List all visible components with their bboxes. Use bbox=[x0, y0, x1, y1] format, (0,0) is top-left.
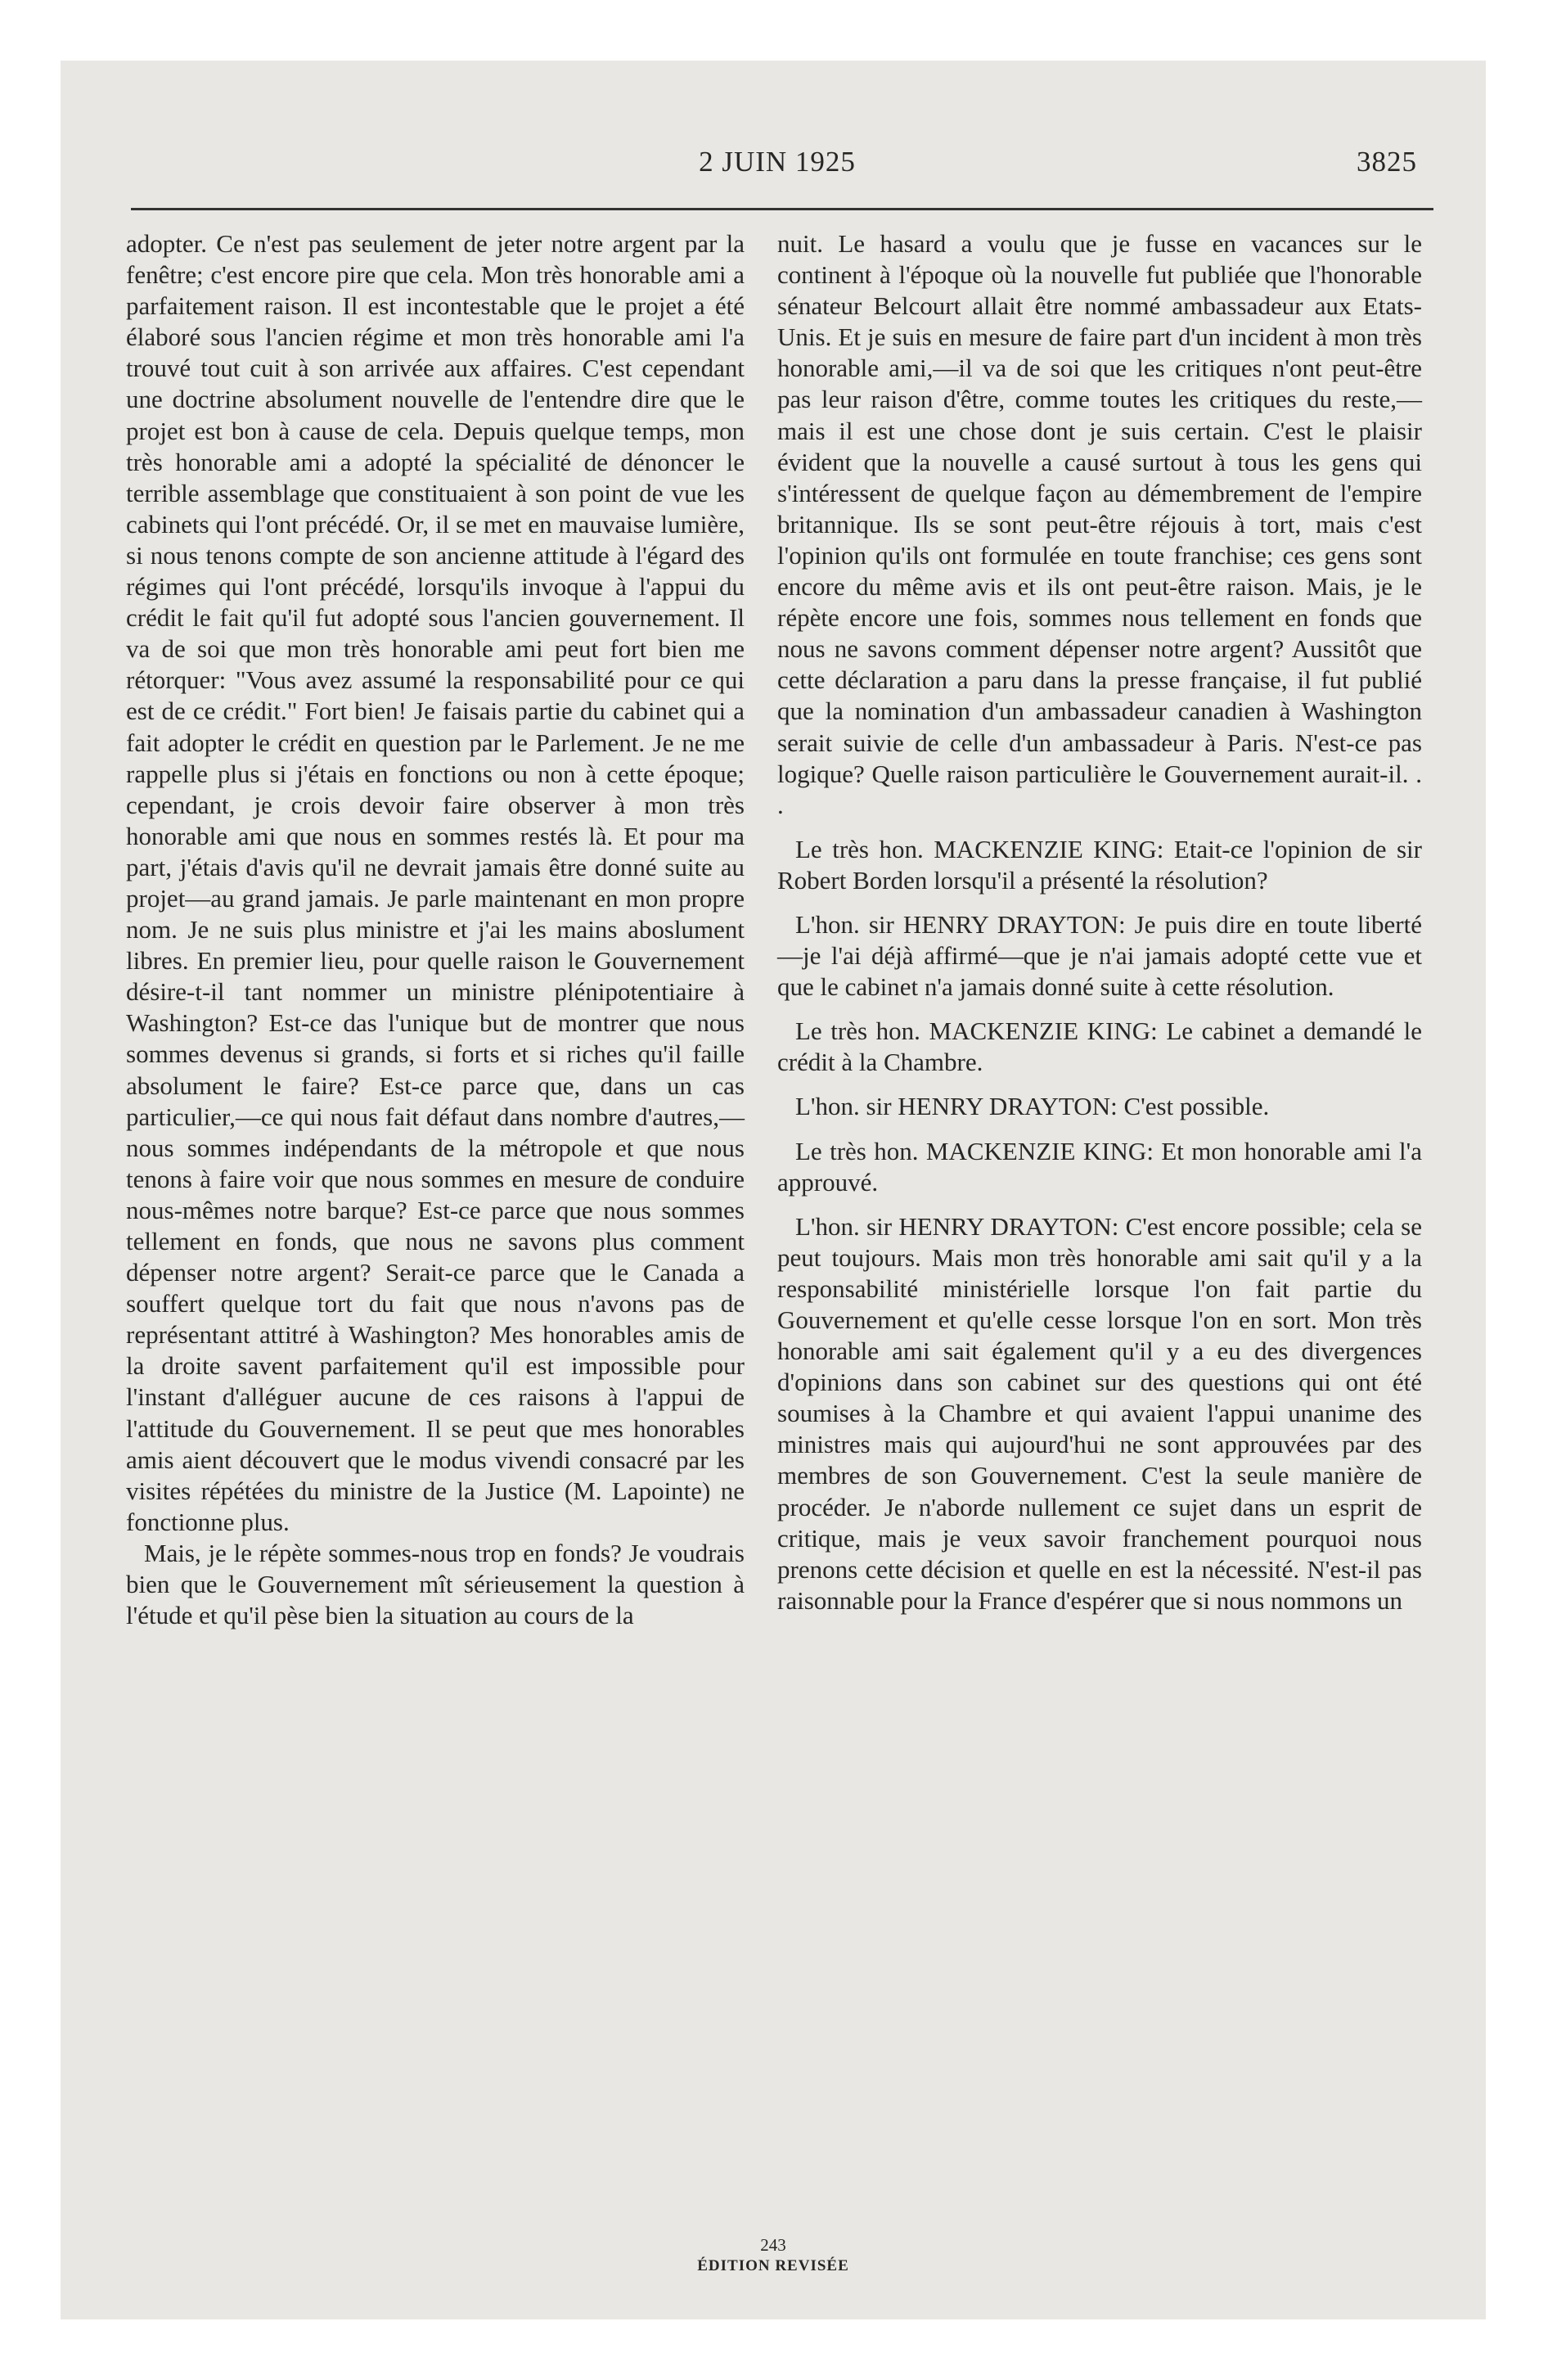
header-date: 2 JUIN 1925 bbox=[699, 146, 856, 178]
speech-paragraph: L'hon. sir HENRY DRAYTON: C'est encore possible; cela se peut toujours. Mais mon très honorable ami sait qu'il y a la responsabilité ministérielle lorsque l'on fait partie du Gouvernement et qu'elle cesse lorsque l'on en sort. Mon très honorable ami sait également qu'il y a eu des divergences d'opinions dans son cabinet sur des questions qui ont été soumises à la Chambre et qui avaient l'appui unanime des ministres mais qui aujourd'hui ne sont approuvées par des membres de son Gouvernement. C'est la seule manière de procéder. Je n'aborde nullement ce sujet dans un esprit de critique, mais je veux savoir franchement pourquoi nous prenons cette décision et quelle en est la nécessité. N'est-il pas raisonnable pour la France d'espérer que si nous nommons un bbox=[777, 1211, 1422, 1615]
speech-paragraph: Le très hon. MACKENZIE KING: Etait-ce l'opinion de sir Robert Borden lorsqu'il a présenté la résolution? bbox=[777, 834, 1422, 895]
right-column bbox=[777, 228, 1422, 1616]
speech-paragraph: Le très hon. MACKENZIE KING: Et mon honorable ami l'a approuvé. bbox=[777, 1136, 1422, 1197]
left-column bbox=[126, 228, 745, 1631]
speech-paragraph: L'hon. sir HENRY DRAYTON: Je puis dire en toute liberté—je l'ai déjà affirmé—que je n'ai jamais adopté cette vue et que le cabinet n'a jamais donné suite à cette résolution. bbox=[777, 909, 1422, 1002]
header-page-number: 3825 bbox=[1357, 146, 1417, 178]
paragraph: adopter. Ce n'est pas seulement de jeter notre argent par la fenêtre; c'est encore pire que cela. Mon très honorable ami a parfaitement raison. Il est incontestable que le projet a été élaboré sous l'ancien régime et mon très honorable ami l'a trouvé tout cuit à son arrivée aux affaires. C'est cependant une doctrine absolument nouvelle de l'entendre dire que le projet est bon à cause de cela. Depuis quelque temps, mon très honorable ami a adopté la spécialité de dénoncer le terrible assemblage que constituaient à son point de vue les cabinets qui l'ont précédé. Or, il se met en mauvaise lumière, si nous tenons compte de son ancienne attitude à l'égard des régimes qui l'ont précédé, lorsqu'ils invoque à l'appui du crédit le fait qu'il fut adopté sous l'ancien gouvernement. Il va de soi que mon très honorable ami peut fort bien me rétorquer: "Vous avez assumé la responsabilité pour ce qui est de ce crédit." Fort bien! Je faisais partie du cabinet qui a fait adopter le crédit en question par le Parlement. Je ne me rappelle plus si j'étais en fonctions ou non à cette époque; cependant, je crois devoir faire observer à mon très honorable ami que nous en sommes restés là. Et pour ma part, j'étais d'avis qu'il ne devrait jamais être donné suite au projet—au grand jamais. Je parle maintenant en mon propre nom. Je ne suis plus ministre et j'ai les mains aboslument libres. En premier lieu, pour quelle raison le Gouvernement désire-t-il tant nommer un ministre plénipotentiaire à Washington? Est-ce das l'unique but de montrer que nous sommes devenus si grands, si forts et si riches qu'il faille absolument le faire? Est-ce parce que, dans un cas particulier,—ce qui nous fait défaut dans nombre d'autres,—nous sommes indépendants de la métropole et que nous tenons à faire voir que nous sommes en mesure de conduire nous-mêmes notre barque? Est-ce parce que nous sommes tellement en fonds, que nous ne savons plus comment dépenser notre argent? Serait-ce parce que le Canada a souffert quelque tort du fait que nous n'avons pas de représentant attitré à Washington? Mes honorables amis de la droite savent parfaitement qu'il est impossible pour l'instant d'alléguer aucune de ces raisons à l'appui de l'attitude du Gouvernement. Il se peut que mes honorables amis aient découvert que le modus vivendi consacré par les visites répétées du ministre de la Justice (M. Lapointe) ne fonctionne plus. bbox=[126, 229, 745, 1536]
page-header bbox=[126, 146, 1429, 178]
header-rule bbox=[131, 208, 1433, 210]
document-page bbox=[61, 61, 1486, 2319]
page-footer bbox=[61, 2234, 1486, 2277]
paragraph: nuit. Le hasard a voulu que je fusse en vacances sur le continent à l'époque où la nouvelle fut publiée que l'honorable sénateur Belcourt allait être nommé ambassadeur aux Etats-Unis. Et je suis en mesure de faire part d'un incident à mon très honorable ami,—il va de soi que les critiques n'ont peut-être pas leur raison d'être, comme toutes les critiques du reste,—mais il est une chose dont je suis certain. C'est le plaisir évident que la nouvelle a causé surtout à tous les gens qui s'intéressent de quelque façon au démembrement de l'empire britannique. Ils se sont peut-être réjouis à tort, mais c'est l'opinion qu'ils ont formulée en toute franchise; ces gens sont encore du même avis et ils ont peut-être raison. Mais, je le répète encore une fois, sommes nous tellement en fonds que nous ne savons comment dépenser notre argent? Aussitôt que cette déclaration a paru dans la presse française, il fut publié que la nomination d'un ambassadeur canadien à Washington serait suivie de celle d'un ambassadeur à Paris. N'est-ce pas logique? Quelle raison particulière le Gouvernement aurait-il. . . bbox=[777, 229, 1422, 819]
footer-sheet-number: 243 bbox=[760, 2235, 786, 2255]
speech-paragraph: L'hon. sir HENRY DRAYTON: C'est possible. bbox=[795, 1092, 1270, 1121]
speech-paragraph: Le très hon. MACKENZIE KING: Le cabinet a demandé le crédit à la Chambre. bbox=[777, 1016, 1422, 1077]
paragraph: Mais, je le répète sommes-nous trop en fonds? Je voudrais bien que le Gouvernement mît sérieusement la question à l'étude et qu'il pèse bien la situation au cours de la bbox=[126, 1538, 745, 1630]
footer-revision-label: ÉDITION REVISÉE bbox=[697, 2257, 849, 2274]
